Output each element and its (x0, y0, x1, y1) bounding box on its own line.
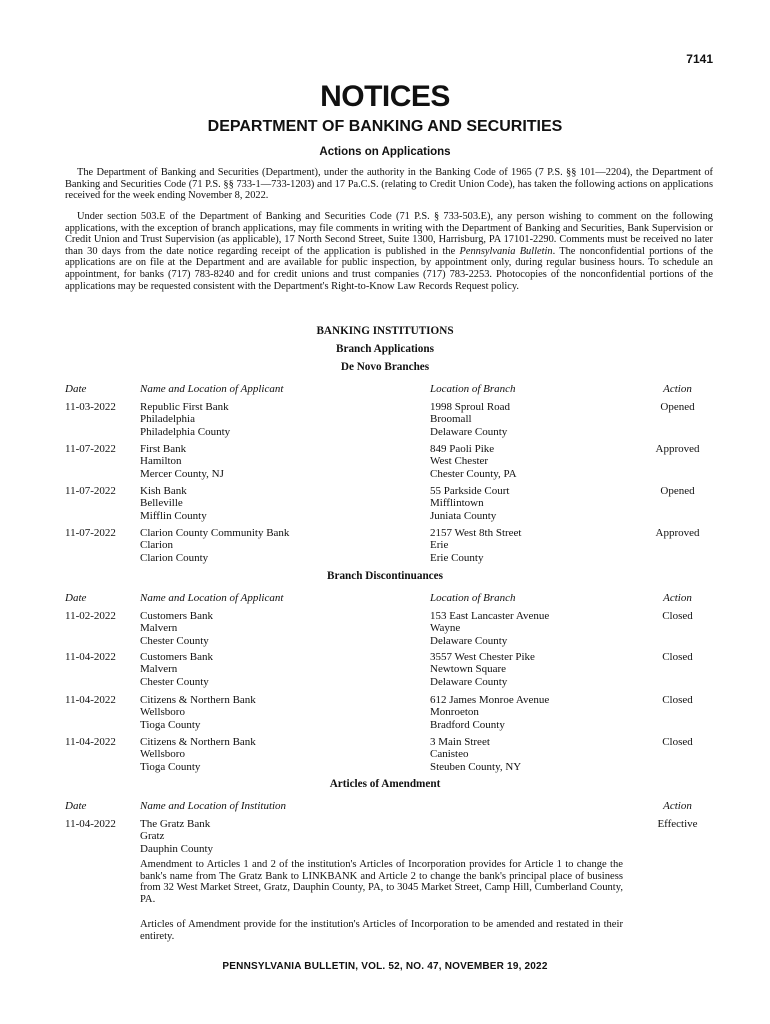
applicant-line: Philadelphia County (140, 425, 231, 438)
location-line: Erie County (430, 551, 484, 564)
location-line: Broomall (430, 413, 472, 426)
applicant-line: Chester County (140, 634, 209, 647)
header-action: Action (663, 383, 692, 395)
amendment-restatement: Articles of Amendment provide for the institution's Articles of Incorporation to be amended and restated in their entirety. (140, 919, 623, 942)
intro-paragraph (65, 167, 713, 202)
row-date: 11-07-2022 (65, 527, 116, 539)
row-applicant (140, 485, 207, 522)
applicant-line: Mercer County, NJ (140, 467, 224, 480)
applicant-line: First Bank (140, 443, 187, 455)
applicant-line: Belleville (140, 497, 183, 510)
header-institution: Name and Location of Institution (140, 800, 287, 812)
row-location (430, 610, 549, 647)
location-line: Newtown Square (430, 663, 507, 676)
location-line: West Chester (430, 455, 489, 468)
location-line: 55 Parkside Court (430, 485, 510, 497)
section-branch-applications: Branch Applications (336, 343, 434, 355)
row-date: 11-03-2022 (65, 401, 116, 413)
row-action: Closed (662, 736, 693, 748)
section-branch-discontinuances: Branch Discontinuances (327, 570, 443, 582)
institution-line: Dauphin County (140, 842, 214, 855)
applicant-line: Tioga County (140, 718, 201, 731)
location-line: Chester County, PA (430, 467, 517, 480)
applicant-line: Customers Bank (140, 610, 214, 622)
location-line: 849 Paoli Pike (430, 443, 495, 455)
subtitle: Actions on Applications (319, 146, 451, 158)
row-date: 11-07-2022 (65, 443, 116, 455)
section-de-novo-branches: De Novo Branches (340, 361, 430, 373)
location-line: Delaware County (430, 675, 508, 688)
location-line: 153 East Lancaster Avenue (430, 610, 550, 622)
applicant-line: Philadelphia (140, 413, 195, 426)
header-date: Date (65, 800, 87, 812)
row-applicant (140, 736, 256, 773)
location-line: Monroeton (430, 706, 479, 719)
applicant-line: Clarion (140, 539, 173, 552)
row-action: Approved (655, 443, 700, 455)
applicant-line: Wellsboro (140, 748, 185, 761)
comment-paragraph (65, 211, 713, 292)
row-action: Opened (660, 401, 695, 413)
header-action: Action (663, 592, 692, 604)
row-date: 11-04-2022 (65, 818, 116, 830)
row-applicant (140, 651, 213, 688)
row-action: Closed (662, 610, 693, 622)
applicant-line: Republic First Bank (140, 401, 229, 413)
row-applicant (140, 694, 256, 731)
location-line: Delaware County (430, 634, 508, 647)
row-location (430, 401, 510, 438)
section-banking-institutions: BANKING INSTITUTIONS (316, 325, 454, 337)
department-heading: DEPARTMENT OF BANKING AND SECURITIES (207, 118, 563, 135)
row-date: 11-04-2022 (65, 651, 116, 663)
row-location (430, 485, 509, 522)
applicant-line: Citizens & Northern Bank (140, 694, 256, 706)
applicant-line: Mifflin County (140, 509, 207, 522)
header-date: Date (65, 592, 87, 604)
row-applicant (140, 443, 224, 480)
comment-text-b: . The nonconfidential portions of the applications are on file at the Department and are available for public inspection, by appointment only, during regular business hours. To schedule an appointment, for banks (717) 783-8240 and for credit unions and trust companies (717) 783-2253. Photocopies of the nonconfidential portions of the applications may be requested consistent with the Department's Right-to-Know Law Records Request policy. (65, 245, 713, 292)
row-applicant (140, 610, 213, 647)
applicant-line: Malvern (140, 663, 178, 676)
applicant-line: Clarion County Community Bank (140, 527, 290, 539)
row-applicant (140, 401, 230, 438)
location-line: Canisteo (430, 748, 469, 761)
row-location (430, 694, 549, 731)
row-location (430, 443, 517, 480)
header-branch-location: Location of Branch (430, 592, 516, 604)
row-action: Opened (660, 485, 695, 497)
applicant-line: Tioga County (140, 760, 201, 773)
row-action: Approved (655, 527, 700, 539)
row-location (430, 527, 522, 564)
applicant-line: Chester County (140, 675, 209, 688)
row-location (430, 651, 535, 688)
row-date: 11-02-2022 (65, 610, 116, 622)
location-line: Wayne (430, 622, 461, 635)
amendment-description: Amendment to Articles 1 and 2 of the institution's Articles of Incorporation provides for Article 1 to change the bank's name from The Gratz Bank to LINKBANK and Article 2 to change the bank's principal place of business from 32 West Market Street, Gratz, Dauphin County, PA, to 3045 Market Street, Camp Hill, Cumberland County, PA. (140, 859, 623, 905)
section-articles-of-amendment: Articles of Amendment (329, 778, 441, 790)
bulletin-name: Pennsylvania Bulletin (459, 245, 553, 257)
location-line: Juniata County (430, 509, 497, 522)
applicant-line: Malvern (140, 622, 178, 635)
row-action: Closed (662, 694, 693, 706)
page-number: 7141 (686, 52, 713, 66)
page-footer: PENNSYLVANIA BULLETIN, VOL. 52, NO. 47, NOVEMBER 19, 2022 (222, 961, 548, 972)
location-line: 3 Main Street (430, 736, 490, 748)
location-line: Erie (430, 539, 449, 552)
row-date: 11-04-2022 (65, 736, 116, 748)
comment-text (65, 211, 713, 292)
row-applicant (140, 527, 289, 564)
applicant-line: Wellsboro (140, 706, 185, 719)
intro-text: The Department of Banking and Securities (Department), under the authority in the Banking Code of 1965 (7 P.S. §§ 101—2204), the Department of Banking and Securities Code (71 P.S. §§ 733-1—733-1203) and 17 Pa.C.S. (relating to Credit Union Code), has taken the following actions on applications received for the week ending November 8, 2022. (65, 167, 713, 202)
row-date: 11-07-2022 (65, 485, 116, 497)
institution-line: The Gratz Bank (140, 818, 211, 830)
row-date: 11-04-2022 (65, 694, 116, 706)
applicant-line: Citizens & Northern Bank (140, 736, 256, 748)
applicant-line: Clarion County (140, 551, 209, 564)
row-action: Closed (662, 651, 693, 663)
header-action: Action (663, 800, 692, 812)
row-institution (140, 818, 213, 855)
header-applicant: Name and Location of Applicant (140, 592, 284, 604)
location-line: Delaware County (430, 425, 508, 438)
institution-line: Gratz (140, 830, 165, 843)
header-branch-location: Location of Branch (430, 383, 516, 395)
location-line: Bradford County (430, 718, 505, 731)
page-title: NOTICES (320, 80, 450, 113)
location-line: 3557 West Chester Pike (430, 651, 535, 663)
row-location (430, 736, 521, 773)
header-applicant: Name and Location of Applicant (140, 383, 284, 395)
comment-text-a: Under section 503.E of the Department of Banking and Securities Code (71 P.S. § 733-503.E), any person wishing to comment on the following applications, with the exception of branch applications, may file comments in writing with the Department of Banking and Securities, Bank Supervision or Credit Union and Trust Supervision (as applicable), 17 North Second Street, Suite 1300, Harrisburg, PA 17101-2290. Comments must be received no later than 30 days from the date notice regarding receipt of the application is published in the (65, 211, 713, 257)
location-line: 1998 Sproul Road (430, 401, 511, 413)
location-line: 2157 West 8th Street (430, 527, 522, 539)
applicant-line: Kish Bank (140, 485, 187, 497)
applicant-line: Customers Bank (140, 651, 214, 663)
header-date: Date (65, 383, 87, 395)
row-action: Effective (657, 818, 698, 830)
location-line: Steuben County, NY (430, 760, 522, 773)
location-line: Mifflintown (430, 497, 484, 510)
applicant-line: Hamilton (140, 455, 182, 468)
location-line: 612 James Monroe Avenue (430, 694, 550, 706)
